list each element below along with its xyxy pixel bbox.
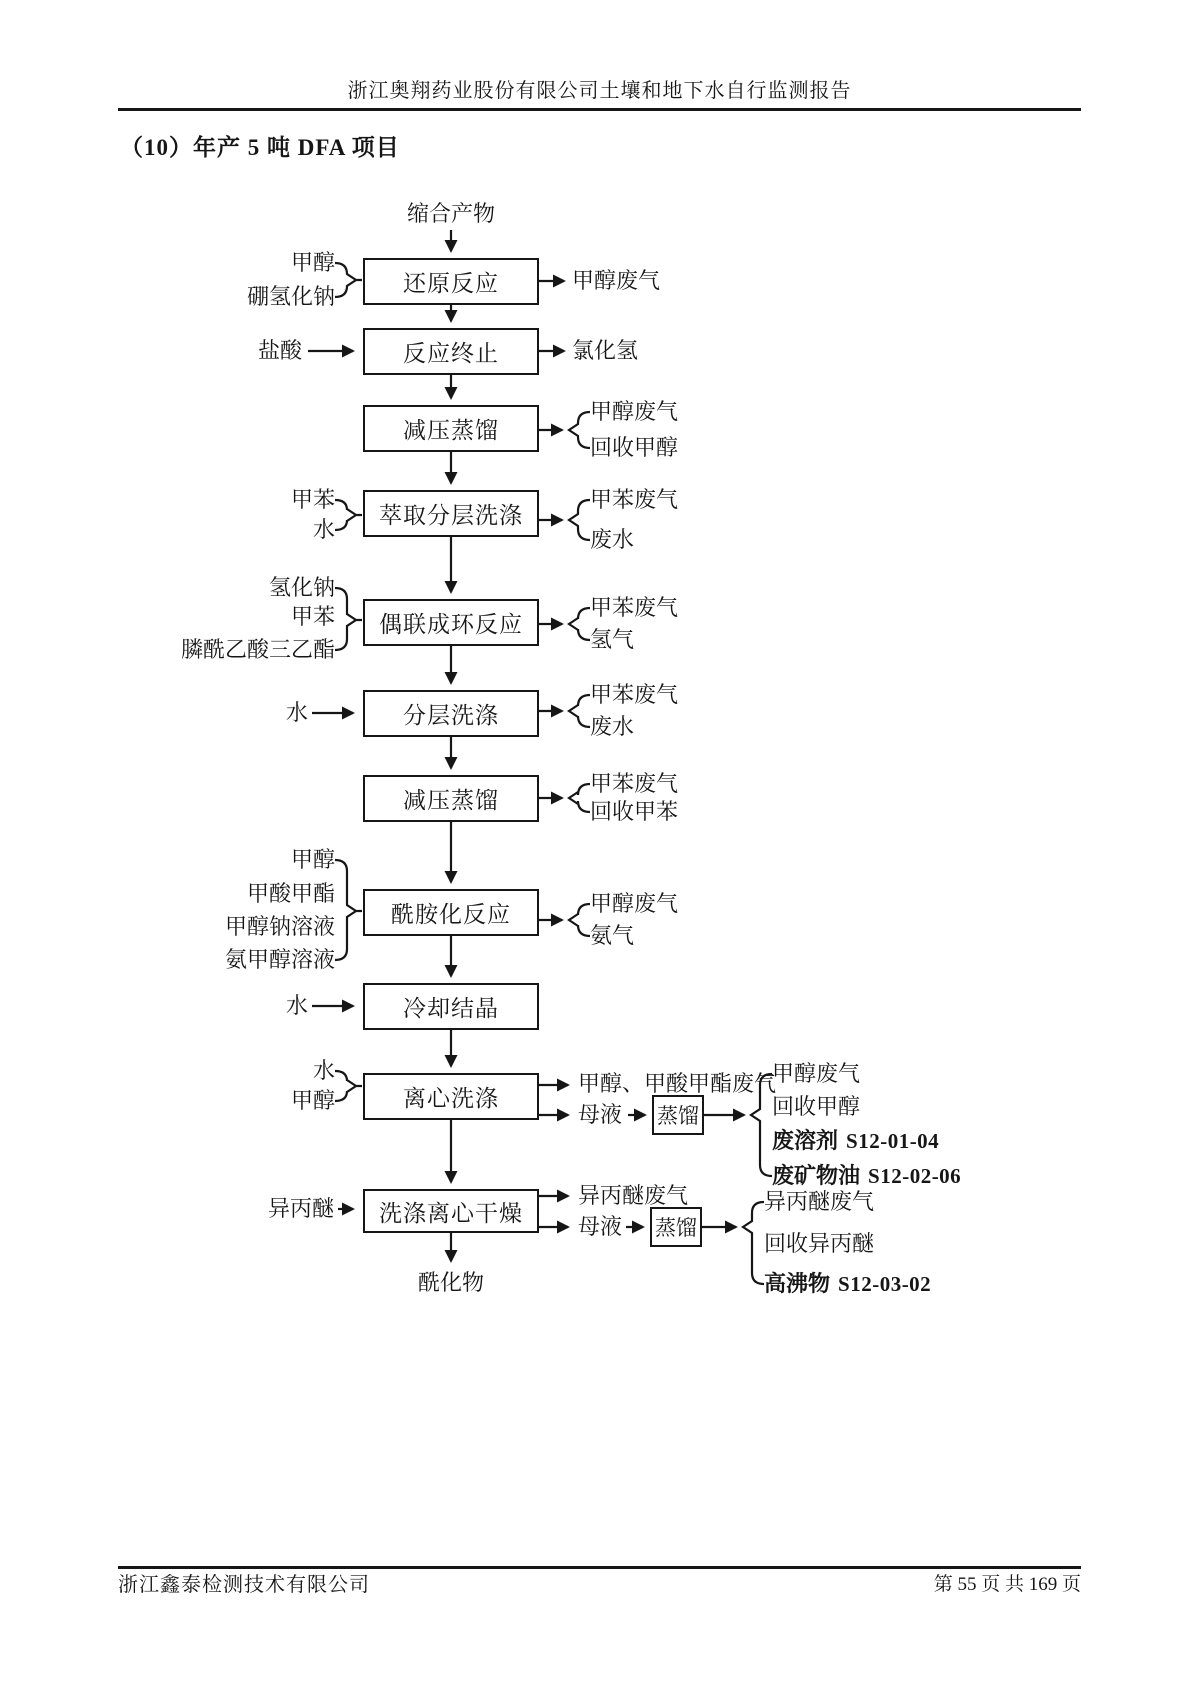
input-label-sodium-hydride: 氢化钠 (268, 575, 335, 600)
input-label-water-1: 水 (312, 517, 335, 542)
output-label-mother-liquor-1: 母液 (578, 1102, 623, 1127)
input-label-ammonia-methanol: 氨甲醇溶液 (224, 947, 335, 972)
output-label-hydrogen-chloride: 氯化氢 (572, 338, 639, 363)
input-label-water-3: 水 (285, 993, 308, 1018)
waste-name: 废矿物油 (772, 1163, 861, 1188)
footer-rule (118, 1566, 1081, 1569)
output-label-mother-liquor-2: 母液 (578, 1214, 623, 1239)
output-label-waste-mineral-oil (772, 1163, 961, 1189)
output-label-methanol-gas-1: 甲醇废气 (572, 268, 661, 293)
input-label-triethyl-phosphonoacetate: 膦酰乙酸三乙酯 (180, 637, 335, 662)
output-label-ipe-gas-1: 异丙醚废气 (578, 1183, 689, 1208)
output-label-ipe-gas-2: 异丙醚废气 (764, 1189, 875, 1214)
output-label-toluene-gas-2: 甲苯废气 (590, 595, 679, 620)
input-label-sodium-methoxide: 甲醇钠溶液 (224, 914, 335, 939)
process-box-cooling: 冷却结晶 (363, 983, 539, 1030)
output-label-wastewater-1: 废水 (590, 527, 635, 552)
output-label-methanol-gas-4: 甲醇废气 (772, 1061, 861, 1086)
waste-name: 废溶剂 (772, 1128, 839, 1153)
process-box-distill-1: 减压蒸馏 (363, 405, 539, 452)
input-label-isopropyl-ether: 异丙醚 (267, 1196, 334, 1221)
input-label-methanol-3: 甲醇 (290, 1088, 335, 1113)
output-label-waste-solvent (772, 1128, 939, 1154)
waste-code: S12-03-02 (838, 1272, 932, 1296)
waste-code: S12-01-04 (846, 1129, 940, 1153)
process-box-extraction: 萃取分层洗涤 (363, 490, 539, 537)
process-box-amidation: 酰胺化反应 (363, 889, 539, 936)
footer-page-number: 第 55 页 共 169 页 (933, 1574, 1081, 1595)
output-label-recovered-ipe: 回收异丙醚 (764, 1231, 875, 1256)
output-label-ammonia-gas: 氨气 (590, 923, 635, 948)
input-label-toluene-2: 甲苯 (290, 604, 335, 629)
input-label-water-4: 水 (312, 1058, 335, 1083)
output-label-toluene-gas-1: 甲苯废气 (590, 487, 679, 512)
output-label-recovered-methanol-1: 回收甲醇 (590, 435, 679, 460)
process-box-coupling: 偶联成环反应 (363, 599, 539, 646)
input-label-sodium-borohydride: 硼氢化钠 (246, 284, 335, 309)
input-label-methyl-formate: 甲酸甲酯 (246, 881, 335, 906)
output-label-high-boiler (764, 1271, 931, 1297)
waste-code: S12-02-06 (868, 1164, 962, 1188)
output-label-recovered-methanol-2: 回收甲醇 (772, 1094, 861, 1119)
process-box-distill-2: 减压蒸馏 (363, 775, 539, 822)
process-box-reduction: 还原反应 (363, 258, 539, 305)
process-box-centrifuge: 离心洗涤 (363, 1073, 539, 1120)
flow-product-label: 酰化物 (417, 1270, 484, 1295)
page-header: 浙江奥翔药业股份有限公司土壤和地下水自行监测报告 (347, 80, 852, 102)
output-label-methanol-gas-2: 甲醇废气 (590, 399, 679, 424)
input-label-methanol-2: 甲醇 (290, 847, 335, 872)
input-label-hydrochloric-acid: 盐酸 (257, 338, 302, 363)
section-title: （10）年产 5 吨 DFA 项目 (120, 135, 400, 160)
output-label-toluene-gas-3: 甲苯废气 (590, 682, 679, 707)
header-rule (118, 108, 1081, 111)
waste-name: 高沸物 (764, 1271, 831, 1296)
still-box-drying: 蒸馏 (650, 1207, 702, 1247)
output-label-centrifuge-gas: 甲醇、甲酸甲酯废气 (578, 1071, 777, 1096)
input-label-water-2: 水 (285, 700, 308, 725)
input-label-toluene-1: 甲苯 (290, 487, 335, 512)
output-label-methanol-gas-3: 甲醇废气 (590, 891, 679, 916)
input-label-methanol-1: 甲醇 (290, 250, 335, 275)
process-box-drying: 洗涤离心干燥 (363, 1189, 539, 1233)
flow-source-label: 缩合产物 (406, 201, 495, 226)
footer-company: 浙江鑫泰检测技术有限公司 (118, 1574, 370, 1596)
output-label-wastewater-2: 废水 (590, 714, 635, 739)
output-label-hydrogen-gas: 氢气 (590, 627, 635, 652)
process-box-washing: 分层洗涤 (363, 690, 539, 737)
still-box-centrifuge: 蒸馏 (652, 1095, 704, 1135)
process-box-termination: 反应终止 (363, 328, 539, 375)
output-label-recovered-toluene: 回收甲苯 (590, 799, 679, 824)
output-label-toluene-gas-4: 甲苯废气 (590, 771, 679, 796)
